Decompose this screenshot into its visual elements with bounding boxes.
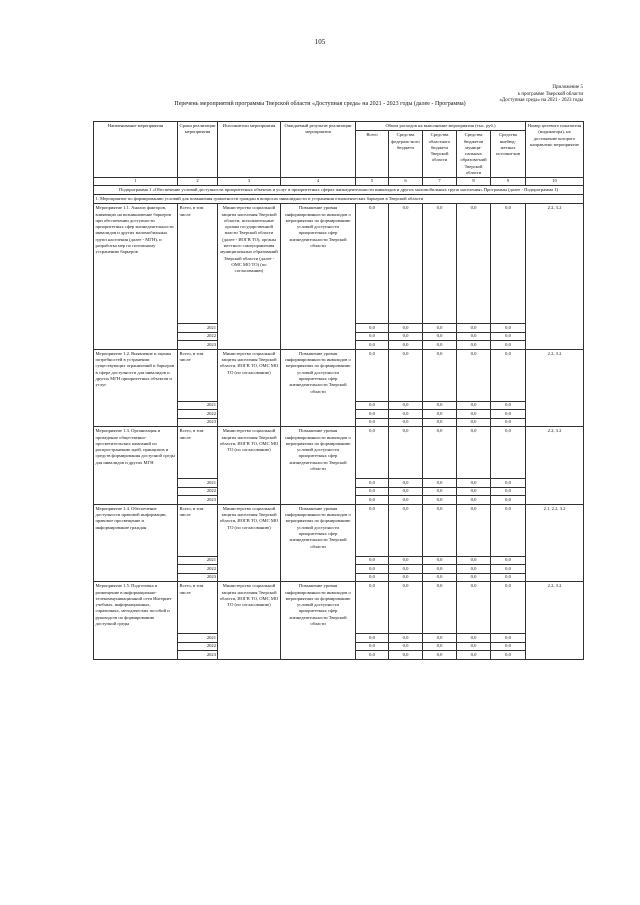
extra-value: 0,0	[491, 332, 526, 341]
extra-value: 0,0	[491, 496, 526, 505]
municipal-value: 0,0	[457, 332, 491, 341]
measure-executors: Министерство социальной защиты населения Тверской области, исполнительные органы государственной власти Тверской области (далее - ИОГВ ТО), органы местного самоуправления муниципальных образований Тверской области (далее - ОМС МО ТО) (по согласованию)	[218, 204, 281, 350]
municipal-value: 0,0	[457, 651, 491, 660]
document-title: Перечень мероприятий программы Тверской области «Доступная среда» на 2021 - 2023 годы (далее - Программа)	[174, 101, 466, 107]
header-name: Наименование мероприятия	[94, 122, 178, 178]
federal-value: 0,0	[389, 573, 423, 582]
regional-value: 0,0	[423, 204, 457, 324]
federal-value: 0,0	[389, 504, 423, 556]
measure-executors: Министерство социальной защиты населения Тверской области, ИОГВ ТО, ОМС МО ТО (по согласованию)	[218, 504, 281, 582]
measure-result: Повышение уровня информированности инвалидов о мероприятиях по формированию условий доступности приоритетных сфер жизнедеятельности Тверской области	[281, 582, 356, 660]
extra-value: 0,0	[491, 565, 526, 574]
total-value: 0,0	[356, 565, 389, 574]
total-value: 0,0	[356, 573, 389, 582]
header-regional: Средства областного бюджета Тверской области	[423, 131, 457, 178]
measure-result: Повышение уровня информированности инвалидов о мероприятиях по формированию условий доступности приоритетных сфер жизнедеятельности Тверской области	[281, 427, 356, 505]
year-label: 2021	[178, 556, 218, 565]
colnum: 8	[457, 178, 491, 185]
header-total: Всего	[356, 131, 389, 178]
measure-terms: Всего, в том числе	[178, 427, 218, 479]
colnum: 10	[526, 178, 584, 185]
federal-value: 0,0	[389, 651, 423, 660]
measure-row	[94, 349, 584, 401]
year-label: 2022	[178, 410, 218, 419]
total-value: 0,0	[356, 349, 389, 401]
measure-result: Повышение уровня информированности инвалидов о мероприятиях по формированию условий доступности приоритетных сфер жизнедеятельности Тверской области	[281, 349, 356, 427]
extra-value: 0,0	[491, 427, 526, 479]
municipal-value: 0,0	[457, 582, 491, 634]
extra-value: 0,0	[491, 504, 526, 556]
municipal-value: 0,0	[457, 487, 491, 496]
municipal-value: 0,0	[457, 204, 491, 324]
extra-value: 0,0	[491, 642, 526, 651]
appendix-line-1: Приложение 5	[552, 85, 583, 90]
municipal-value: 0,0	[457, 496, 491, 505]
extra-value: 0,0	[491, 556, 526, 565]
municipal-value: 0,0	[457, 418, 491, 427]
municipal-value: 0,0	[457, 341, 491, 350]
measure-name: Мероприятие 1.1. Анализ факторов, влияющих на возникновение барьеров при обеспечении доступности приоритетных сфер жизнедеятельности инвалидов и других маломобильных групп населения (далее - МГН), и разработка мер по поэтапному устранению барьеров	[94, 204, 178, 350]
header-federal: Средства федераль-ного бюджета	[389, 131, 423, 178]
year-label: 2022	[178, 565, 218, 574]
municipal-value: 0,0	[457, 634, 491, 643]
measure-row	[94, 204, 584, 324]
regional-value: 0,0	[423, 427, 457, 479]
municipal-value: 0,0	[457, 401, 491, 410]
extra-value: 0,0	[491, 324, 526, 333]
extra-value: 0,0	[491, 341, 526, 350]
federal-value: 0,0	[389, 556, 423, 565]
measures-table	[93, 121, 584, 660]
measure-terms: Всего, в том числе	[178, 204, 218, 324]
header-extra: Средства внебюд-жетных источни-ков	[491, 131, 526, 178]
measure-indicator: 2.2, 3.2	[526, 204, 584, 350]
regional-value: 0,0	[423, 556, 457, 565]
extra-value: 0,0	[491, 401, 526, 410]
municipal-value: 0,0	[457, 573, 491, 582]
measure-executors: Министерство социальной защиты населения Тверской области, ИОГВ ТО, ОМС МО ТО (по согласованию)	[218, 582, 281, 660]
subprogram-title: Подпрограмма 1 «Обеспечение условий доступности приоритетных объектов и услуг в приоритетных сферах жизнедеятельности инвалидов и других маломобильных групп населения» Программы (далее - Подпрограмма 1)	[94, 185, 584, 194]
total-value: 0,0	[356, 410, 389, 419]
municipal-value: 0,0	[457, 479, 491, 488]
header-volume: Объем расходов на выполнение мероприятия (тыс. руб.)	[356, 122, 526, 131]
municipal-value: 0,0	[457, 556, 491, 565]
regional-value: 0,0	[423, 573, 457, 582]
measure-name: Мероприятие 1.4. Обеспечение доступности правовой информации, правовое просвещение и информирование граждан	[94, 504, 178, 582]
federal-value: 0,0	[389, 401, 423, 410]
regional-value: 0,0	[423, 332, 457, 341]
total-value: 0,0	[356, 427, 389, 479]
measure-terms: Всего, в том числе	[178, 582, 218, 634]
colnum: 2	[178, 178, 218, 185]
federal-value: 0,0	[389, 349, 423, 401]
total-value: 0,0	[356, 479, 389, 488]
measure-name: Мероприятие 1.5. Подготовка и размещение в информационно-телекоммуникационной сети Интернет учебных, информационных, справочных, методических пособий и руководств по формированию доступной среды	[94, 582, 178, 660]
colnum: 6	[389, 178, 423, 185]
regional-value: 0,0	[423, 565, 457, 574]
colnum: 9	[491, 178, 526, 185]
colnum: 4	[281, 178, 356, 185]
extra-value: 0,0	[491, 204, 526, 324]
total-value: 0,0	[356, 556, 389, 565]
measure-row	[94, 504, 584, 556]
regional-value: 0,0	[423, 634, 457, 643]
total-value: 0,0	[356, 582, 389, 634]
appendix-line-3: «Доступная среда» на 2021 - 2023 годы	[499, 98, 583, 103]
total-value: 0,0	[356, 634, 389, 643]
year-label: 2021	[178, 401, 218, 410]
total-value: 0,0	[356, 496, 389, 505]
total-value: 0,0	[356, 332, 389, 341]
regional-value: 0,0	[423, 349, 457, 401]
measure-row	[94, 582, 584, 634]
measure-indicator: 2.1, 2.2, 3.2	[526, 504, 584, 582]
federal-value: 0,0	[389, 418, 423, 427]
municipal-value: 0,0	[457, 427, 491, 479]
extra-value: 0,0	[491, 573, 526, 582]
extra-value: 0,0	[491, 410, 526, 419]
column-numbers-row	[94, 178, 584, 185]
extra-value: 0,0	[491, 349, 526, 401]
year-label: 2023	[178, 496, 218, 505]
measure-executors: Министерство социальной защиты населения Тверской области, ИОГВ ТО, ОМС МО ТО (по согласованию)	[218, 427, 281, 505]
municipal-value: 0,0	[457, 565, 491, 574]
federal-value: 0,0	[389, 496, 423, 505]
regional-value: 0,0	[423, 642, 457, 651]
federal-value: 0,0	[389, 427, 423, 479]
header-municipal: Средства бюджетов муници-пальных образова-ний Тверской области	[457, 131, 491, 178]
year-label: 2023	[178, 341, 218, 350]
regional-value: 0,0	[423, 496, 457, 505]
colnum: 3	[218, 178, 281, 185]
municipal-value: 0,0	[457, 504, 491, 556]
federal-value: 0,0	[389, 479, 423, 488]
total-value: 0,0	[356, 651, 389, 660]
measure-row	[94, 427, 584, 479]
header-terms: Сроки реализации мероприятия	[178, 122, 218, 178]
total-value: 0,0	[356, 487, 389, 496]
measure-result: Повышение уровня информированности инвалидов о мероприятиях по формированию условий доступности приоритетных сфер жизнедеятельности Тверской области	[281, 504, 356, 582]
federal-value: 0,0	[389, 341, 423, 350]
year-label: 2022	[178, 332, 218, 341]
measure-indicator: 2.2, 3.2	[526, 427, 584, 505]
year-label: 2021	[178, 479, 218, 488]
federal-value: 0,0	[389, 642, 423, 651]
regional-value: 0,0	[423, 487, 457, 496]
municipal-value: 0,0	[457, 349, 491, 401]
total-value: 0,0	[356, 401, 389, 410]
total-value: 0,0	[356, 418, 389, 427]
extra-value: 0,0	[491, 487, 526, 496]
colnum: 1	[94, 178, 178, 185]
year-label: 2021	[178, 634, 218, 643]
regional-value: 0,0	[423, 401, 457, 410]
total-value: 0,0	[356, 324, 389, 333]
federal-value: 0,0	[389, 582, 423, 634]
year-label: 2023	[178, 651, 218, 660]
federal-value: 0,0	[389, 487, 423, 496]
extra-value: 0,0	[491, 418, 526, 427]
measure-terms: Всего, в том числе	[178, 504, 218, 556]
regional-value: 0,0	[423, 582, 457, 634]
page-number: 105	[314, 38, 326, 46]
regional-value: 0,0	[423, 418, 457, 427]
measure-result: Повышение уровня информированности инвалидов о мероприятиях по формированию условий доступности приоритетных сфер жизнедеятельности Тверской области	[281, 204, 356, 350]
extra-value: 0,0	[491, 651, 526, 660]
federal-value: 0,0	[389, 634, 423, 643]
measure-executors: Министерство социальной защиты населения Тверской области, ИОГВ ТО, ОМС МО ТО (по согласованию)	[218, 349, 281, 427]
total-value: 0,0	[356, 204, 389, 324]
regional-value: 0,0	[423, 410, 457, 419]
header-result: Ожидаемый результат реализации мероприятия	[281, 122, 356, 178]
measure-indicator: 2.2, 3.2	[526, 349, 584, 427]
subprogram-row	[94, 185, 584, 194]
extra-value: 0,0	[491, 479, 526, 488]
federal-value: 0,0	[389, 410, 423, 419]
federal-value: 0,0	[389, 204, 423, 324]
task-row	[94, 194, 584, 203]
regional-value: 0,0	[423, 504, 457, 556]
federal-value: 0,0	[389, 332, 423, 341]
municipal-value: 0,0	[457, 410, 491, 419]
measure-terms: Всего, в том числе	[178, 349, 218, 401]
header-indicator: Номер целевого показателя (индикатора), на достижение которого направлено мероприятие	[526, 122, 584, 178]
total-value: 0,0	[356, 504, 389, 556]
year-label: 2021	[178, 324, 218, 333]
year-label: 2022	[178, 642, 218, 651]
year-label: 2023	[178, 418, 218, 427]
federal-value: 0,0	[389, 565, 423, 574]
measure-indicator: 2.2, 3.2	[526, 582, 584, 660]
regional-value: 0,0	[423, 341, 457, 350]
measure-name: Мероприятие 1.2. Выявление и оценка потребностей в устранении существующих ограничений и барьеров в сфере доступности для инвалидов и других МГН приоритетных объектов и услуг	[94, 349, 178, 427]
extra-value: 0,0	[491, 634, 526, 643]
colnum: 7	[423, 178, 457, 185]
year-label: 2022	[178, 487, 218, 496]
municipal-value: 0,0	[457, 642, 491, 651]
measure-name: Мероприятие 1.3. Организация и проведение общественно-просветительских кампаний по распространению идей, принципов и средств формирования доступной среды для инвалидов и других МГН	[94, 427, 178, 505]
municipal-value: 0,0	[457, 324, 491, 333]
year-label: 2023	[178, 573, 218, 582]
header-executors: Исполнители мероприятия	[218, 122, 281, 178]
regional-value: 0,0	[423, 651, 457, 660]
extra-value: 0,0	[491, 582, 526, 634]
total-value: 0,0	[356, 642, 389, 651]
regional-value: 0,0	[423, 479, 457, 488]
federal-value: 0,0	[389, 324, 423, 333]
task-title: 1. Мероприятие по формированию условий для повышения грамотности граждан в вопросах инвалидности и устранения отношенческих барьеров в Тверской области	[94, 194, 584, 203]
appendix-line-2: к программе Тверской области	[517, 91, 583, 97]
regional-value: 0,0	[423, 324, 457, 333]
colnum: 5	[356, 178, 389, 185]
header-row-1	[94, 122, 584, 131]
total-value: 0,0	[356, 341, 389, 350]
